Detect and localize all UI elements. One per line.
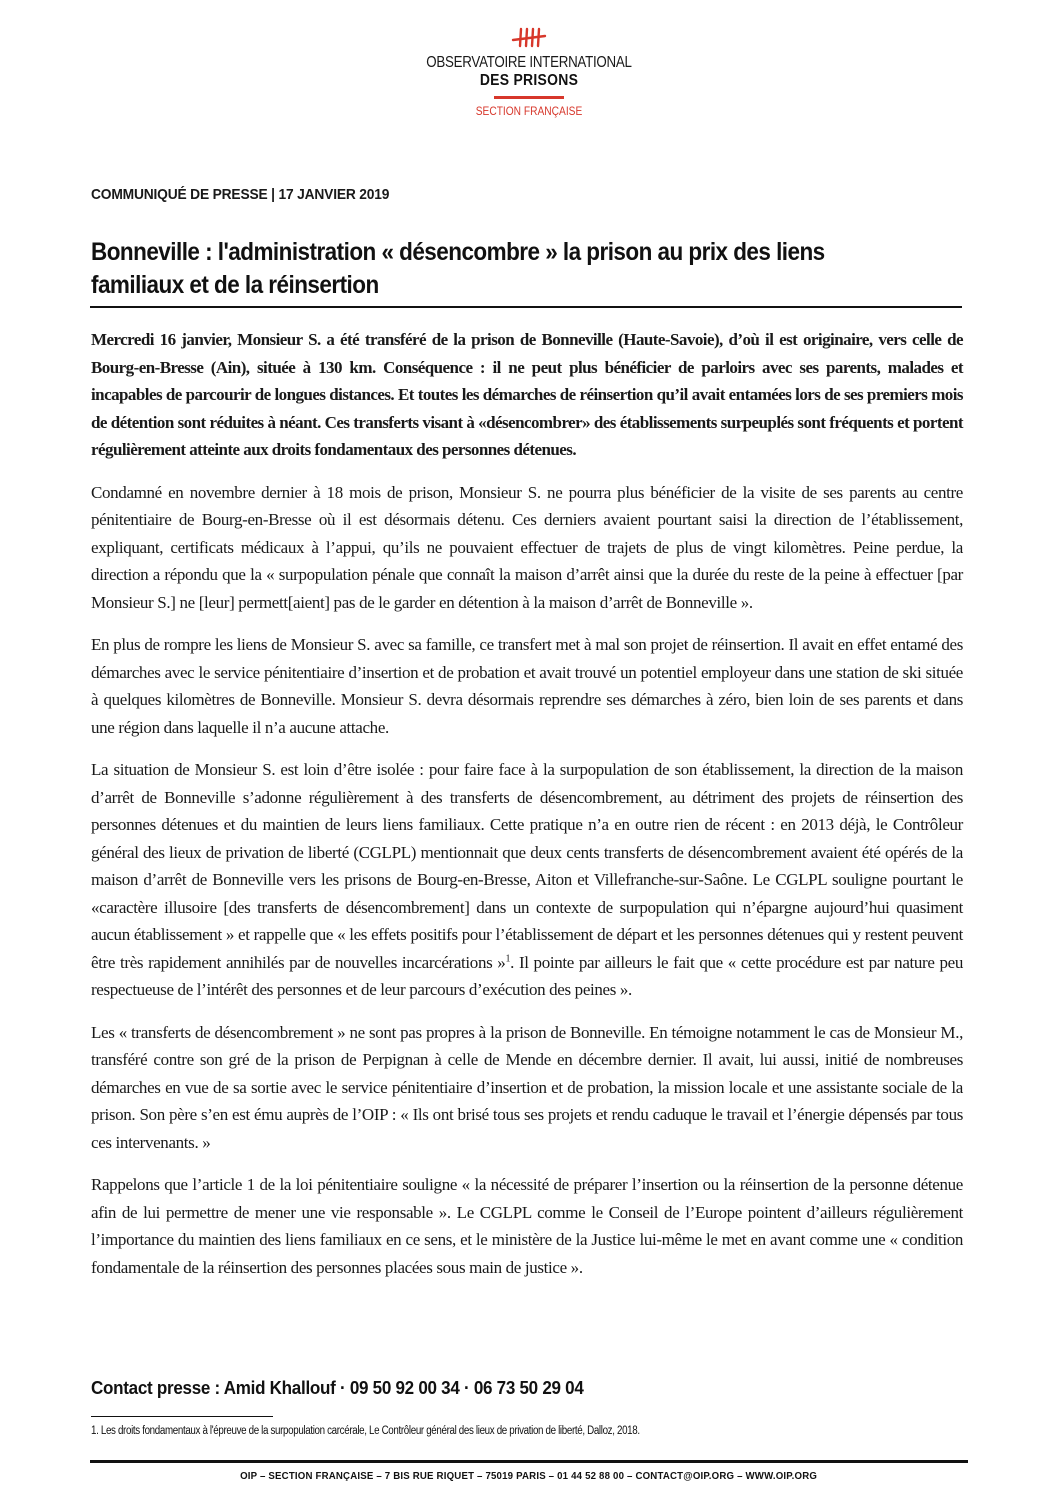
logo-org-subtitle: DES PRISONS xyxy=(479,72,579,89)
body-paragraph: Condamné en novembre dernier à 18 mois de prison, Monsieur S. ne pourra plus bénéficier de la visite de ses parents au centre pénitentiaire de Bourg-en-Bresse où il est désormais détenu. Ces derniers avaient pourtant saisi la direction de l’établissement, expliquant, certificats médicaux à l’appui, qu’ils ne pouvaient effectuer de trajets de plus de vingt kilomètres. Peine perdue, la direction a répondu que la « surpopulation pénale que connaît la maison d’arrêt ainsi que la durée du reste de la peine à effectuer [par Monsieur S.] ne [leur] permett[aient] pas de le garder en détention à la maison d’arrêt de Bonneville ». xyxy=(91,482,963,612)
press-contact: Contact presse : Amid Khallouf · 09 50 92 00 34 · 06 73 50 29 04 xyxy=(91,1377,584,1398)
logo-divider xyxy=(494,96,564,99)
page-title: Bonneville : l'administration « désencombre » la prison au prix des liens familiaux et de la réinsertion xyxy=(91,238,825,299)
body-paragraph: En plus de rompre les liens de Monsieur S. avec sa famille, ce transfert met à mal son projet de réinsertion. Il avait en effet entamé des démarches avec le service pénitentiaire d’insertion et de probation et avait trouvé un potentiel employeur dans une station de ski située à quelques kilomètres de Bonneville. Monsieur S. devra désormais reprendre ses démarches à zéro, bien loin de ses parents et dans une région dans laquelle il n’a aucune attache. xyxy=(91,635,963,737)
logo-org-name: OBSERVATOIRE INTERNATIONAL xyxy=(426,54,632,71)
tally-marks-icon xyxy=(509,26,549,48)
paragraph-text: La situation de Monsieur S. est loin d’être isolée : pour faire face à la surpopulation de son établissement, la direction de la maison d’arrêt de Bonneville s’adonne régulièrement à des transferts de désencombrement, au détriment des projets de réinsertion des personnes détenues et du maintien de leurs liens familiaux. Cette pratique n’a en outre rien de récent : en 2013 déjà, le Contrôleur général des lieux de privation de liberté (CGLPL) mentionnait que deux cents transferts de désencombrement avaient été opérés de la maison d’arrêt de Bonneville vers les prisons de Bourg-en-Bresse, Aiton et Villefranche-sur-Saône. Le CGLPL souligne pourtant le «caractère illusoire [des transferts de désencombrement] dans un contexte de surpopulation qui n’épargne aujourd’hui quasiment aucun établissement » et rappelle que « les effets positifs pour l’établissement de départ et les personnes détenues qui y restent peuvent être très rapidement annihilés par de nouvelles incarcérations » xyxy=(91,760,963,972)
body-paragraph: Rappelons que l’article 1 de la loi pénitentiaire souligne « la nécessité de préparer l’insertion ou la réinsertion de la personne détenue afin de lui permettre de mener une vie responsable ». Le CGLPL comme le Conseil de l’Europe pointent d’ailleurs régulièrement l’importance du maintien des liens familiaux en ce sens, et le ministère de la Justice lui-même le met en avant comme une « condition fondamentale de la réinsertion des personnes placées sous main de justice ». xyxy=(91,1175,963,1277)
paragraph-text: . Il pointe par ailleurs le fait que « cette procédure est par nature peu respectueuse de l’intérêt des personnes et de leur parcours d’exécution des peines ». xyxy=(91,952,963,999)
body-paragraph: Les « transferts de désencombrement » ne sont pas propres à la prison de Bonneville. En témoigne notamment le cas de Monsieur M., transféré contre son gré de la prison de Perpignan à celle de Mende en décembre dernier. Il avait, lui aussi, initié de nombreuses démarches en vue de sa sortie avec le service pénitentiaire d’insertion et de probation, la mission locale et une assistante sociale de la prison. Son père s’en est ému auprès de l’OIP : « Ils ont brisé tous ses projets et rendu caduque le travail et l’énergie dépensés par tous ces intervenants. » xyxy=(91,1022,963,1152)
page-footer xyxy=(0,1470,1058,1482)
article-body xyxy=(91,326,963,1296)
footer-divider xyxy=(90,1460,968,1463)
press-release-kicker: COMMUNIQUÉ DE PRESSE | 17 JANVIER 2019 xyxy=(91,186,390,203)
oip-logo xyxy=(0,26,1058,119)
logo-section: SECTION FRANÇAISE xyxy=(475,104,583,118)
body-paragraph xyxy=(91,756,963,1004)
footnote-ref: 1 xyxy=(505,952,511,964)
footer-address: OIP – SECTION FRANÇAISE – 7 BIS RUE RIQUET – 75019 PARIS – 01 44 52 88 00 – CONTACT@OIP.ORG – WWW.OIP.ORG xyxy=(240,1470,818,1482)
lead-paragraph: Mercredi 16 janvier, Monsieur S. a été transféré de la prison de Bonneville (Haute-Savoie), d’où il est originaire, vers celle de Bourg-en-Bresse (Ain), située à 130 km. Conséquence : il ne peut plus bénéficier de parloirs avec ses parents, malades et incapables de parcourir de longues distances. Et toutes les démarches de réinsertion qu’il avait entamées lors de ses premiers mois de détention sont réduites à néant. Ces transferts visant à «désencombrer» des établissements surpeuplés sont fréquents et portent régulièrement atteinte aux droits fondamentaux des personnes détenues. xyxy=(91,330,963,459)
title-divider xyxy=(90,306,962,308)
footnote: 1. Les droits fondamentaux à l'épreuve de la surpopulation carcérale, Le Contrôleur général des lieux de privation de liberté, Dalloz, 2018. xyxy=(91,1425,640,1437)
footnote-divider xyxy=(91,1416,273,1417)
